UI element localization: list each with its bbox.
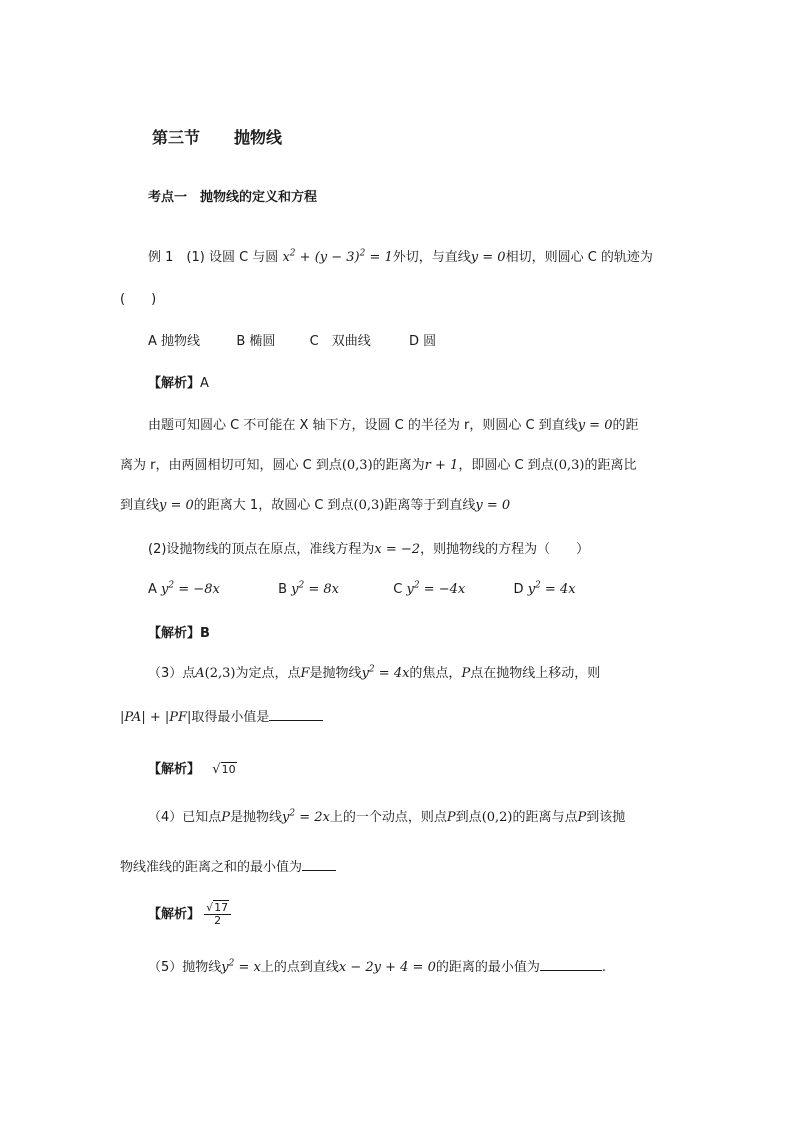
q1-circle-eq: $x^2 + (y - 3)^2 = 1$ <box>282 248 393 265</box>
page-title <box>152 128 282 148</box>
answer-blank <box>540 956 602 971</box>
analysis-label: 【解析】 <box>148 376 201 391</box>
answer-blank <box>269 706 323 721</box>
q2-options <box>148 580 576 600</box>
q1-option-c: C 双曲线 <box>309 334 371 349</box>
q1-options <box>148 332 436 352</box>
q2-option-a: A $y^2 = -8x$ <box>148 580 220 597</box>
question-3: （3）点A(2,3)为定点，点F是抛物线$y^2 = 4x$的焦点，P点在抛物线上移动，则 <box>148 664 601 681</box>
fraction: $\frac{√17}{2}$ <box>204 902 231 927</box>
q1-explain-line-3: 到直线y = 0的距离大 1，故圆心 C 到点(0,3)距离等于到直线y = 0 <box>120 498 511 513</box>
q2-option-d: D $y^2 = 4x$ <box>513 580 576 597</box>
q4-line-2: 物线准线的距离之和的最小值为 <box>120 856 336 878</box>
q3-line-2: |PA| + |PF|取得最小值是 <box>120 706 323 728</box>
sqrt-icon: √ <box>212 762 221 777</box>
q4-analysis: 【解析】 $\frac{√17}{2}$ <box>148 902 231 927</box>
q1-analysis <box>148 374 209 394</box>
q3-analysis: 【解析】 √10 <box>148 762 236 777</box>
q1-explain-line-2: 离为 r，由两圆相切可知，圆心 C 到点(0,3)的距离为r + 1，即圆心 C 到点(0,3)的距离比 <box>120 458 637 473</box>
q1-option-b: B 椭圆 <box>236 334 276 349</box>
q1-paren: ( ) <box>120 292 157 307</box>
question-2: (2)设抛物线的顶点在原点，准线方程为x = −2，则抛物线的方程为（ ） <box>148 542 590 557</box>
q1-option-a: A 抛物线 <box>148 334 201 349</box>
subheading: 考点一 抛物线的定义和方程 <box>148 190 318 205</box>
answer-blank <box>302 856 336 871</box>
q1-explain-line-1: 由题可知圆心 C 不可能在 X 轴下方，设圆 C 的半径为 r，则圆心 C 到直线y = 0的距 <box>148 418 639 433</box>
q2-option-b: B $y^2 = 8x$ <box>278 580 339 597</box>
q1-line-eq: y = 0 <box>470 250 506 265</box>
question-4: （4）已知点P是抛物线$y^2 = 2x$上的一个动点，则点P到点(0,2)的距离与点P到该抛 <box>148 808 626 825</box>
question-5: （5）抛物线$y^2 = x$上的点到直线x − 2y + 4 = 0的距离的最小值为 . <box>148 956 606 978</box>
section-name: 抛物线 <box>234 128 283 147</box>
q1-option-d: D 圆 <box>409 334 437 349</box>
section-number: 第三节 <box>152 128 201 147</box>
q1-prefix: 例 1 (1) 设圆 C 与圆 <box>148 250 279 265</box>
q1-mid: 外切，与直线 <box>392 250 471 265</box>
q1-suffix: 相切，则圆心 C 的轨迹为 <box>505 250 653 265</box>
question-1 <box>148 248 653 268</box>
q2-analysis: 【解析】B <box>148 626 210 641</box>
q2-option-c: C $y^2 = -4x$ <box>393 580 466 597</box>
analysis-value: A <box>200 376 209 391</box>
